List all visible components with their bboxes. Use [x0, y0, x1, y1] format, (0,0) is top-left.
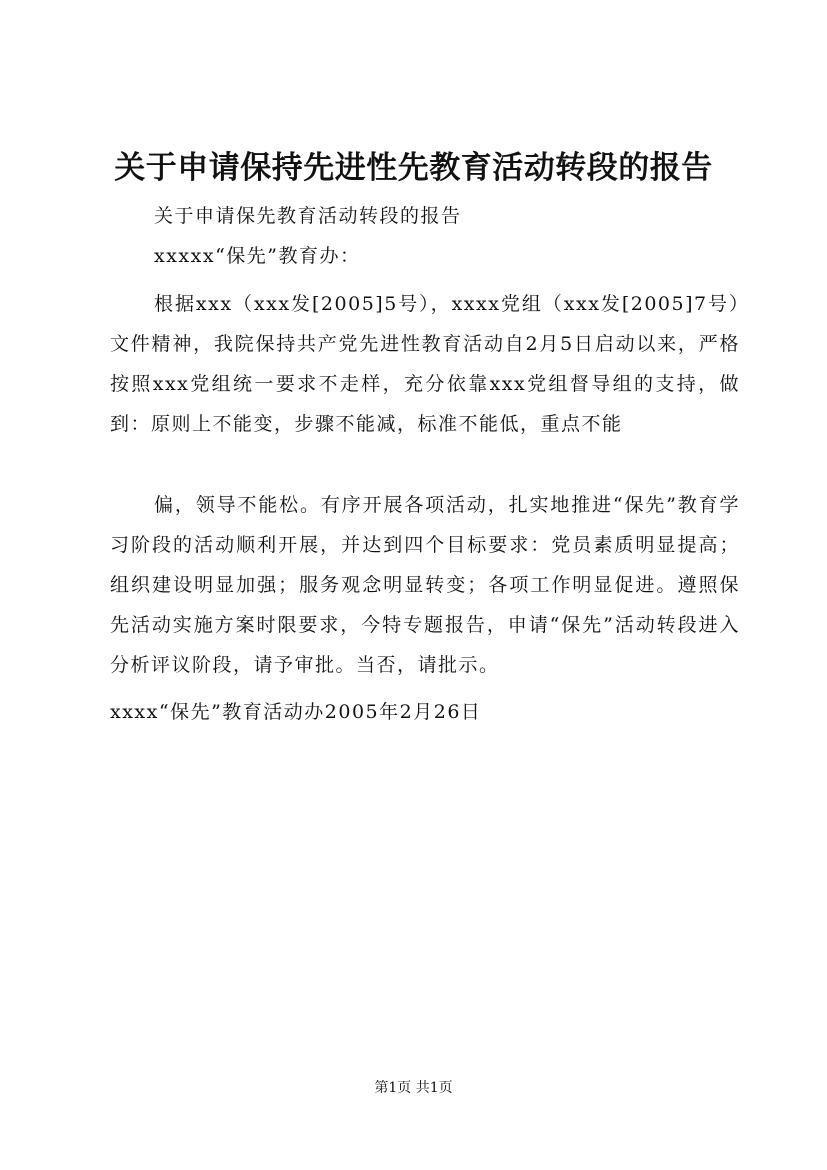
- addressee-line: xxxxx“保先”教育办：: [154, 245, 361, 267]
- page-number-footer: 第1页 共1页: [374, 1080, 453, 1096]
- document-title: 关于申请保持先进性先教育活动转段的报告: [114, 150, 713, 186]
- body-paragraph: 根据xxx（xxx发[2005]5号），xxxx党组（xxx发[2005]7号）文件精神，我院保持共产党先进性教育活动自2月5日启动以来，严格按照xxx党组统一要求不走样，充分依靠xxx党组督导组的支持，做到：原则上不能变，步骤不能减，标准不能低，重点不能: [110, 293, 740, 435]
- body-paragraph: 偏，领导不能松。有序开展各项活动，扎实地推进“保先”教育学习阶段的活动顺利开展，并达到四个目标要求：党员素质明显提高；组织建设明显加强；服务观念明显转变；各项工作明显促进。遵照保先活动实施方案时限要求，今特专题报告，申请“保先”活动转段进入分析评议阶段，请予审批。当否，请批示。: [110, 494, 740, 676]
- document-subtitle: 关于申请保先教育活动转段的报告: [154, 205, 462, 227]
- signature-line: xxxx“保先”教育活动办2005年2月26日: [110, 701, 482, 723]
